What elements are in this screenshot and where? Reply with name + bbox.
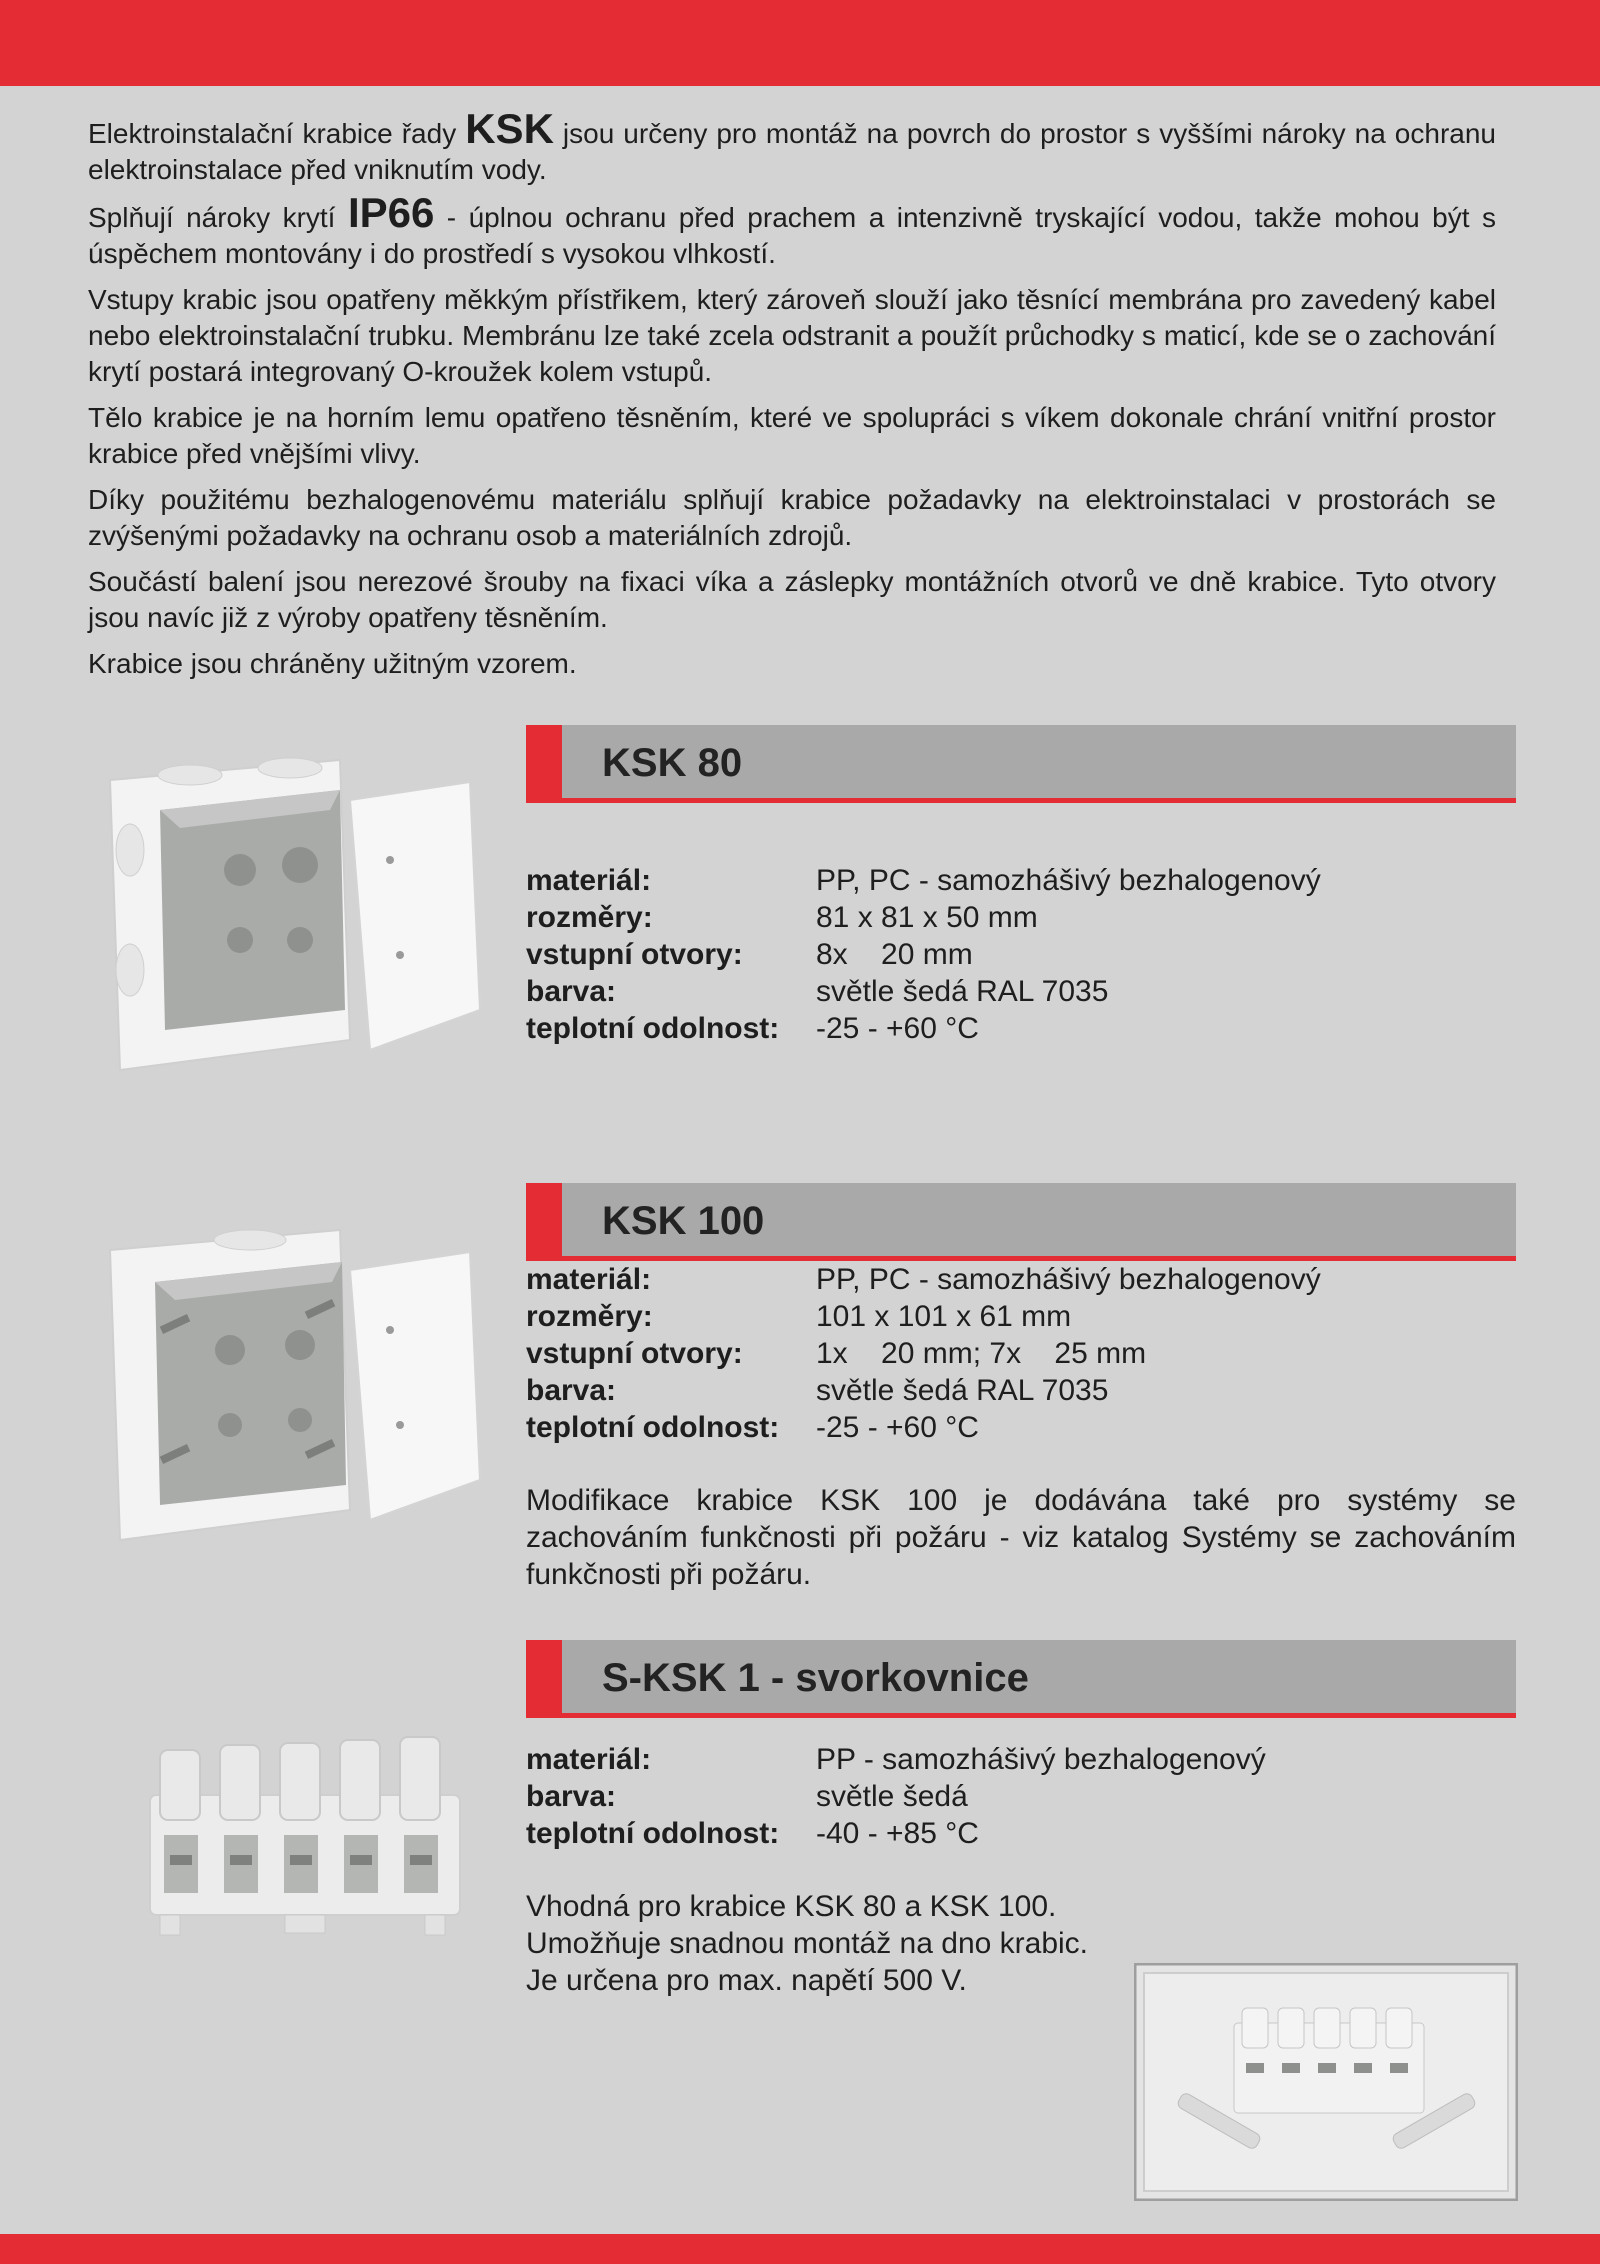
spec-row: materiál: PP - samozhášivý bezhalogenový: [526, 1743, 1266, 1776]
intro-paragraph-5: Díky použitému bezhalogenovému materiálu splňují krabice požadavky na elektroinstalaci v prostorách se zvýšenými požadavky na ochranu osob a materiálních zdrojů.: [88, 484, 1496, 551]
ksk100-note: Modifikace krabice KSK 100 je dodávána také pro systémy se zachováním funkčnosti při požáru - viz katalog Systémy se zachováním funkčnosti při požáru.: [526, 1484, 1516, 1591]
ksk100-spec-table: [526, 1261, 1321, 1446]
spec-row: teplotní odolnost: -25 - +60 °C: [526, 1411, 979, 1444]
header-red-accent: [526, 1183, 562, 1261]
intro-text: [88, 105, 1496, 692]
ksk100-title: KSK 100: [602, 1199, 765, 1243]
installed-terminal-photo: [1134, 1963, 1518, 2201]
ksk80-spec-table: [526, 862, 1321, 1047]
spec-row: rozměry: 101 x 101 x 61 mm: [526, 1300, 1072, 1333]
header-red-accent: [526, 725, 562, 803]
sksk1-section: [526, 1640, 1516, 1999]
ksk80-header: [526, 725, 1516, 803]
terminal-block-photo: [140, 1725, 470, 1945]
ksk80-title: KSK 80: [602, 741, 743, 785]
ksk100-section: [526, 1183, 1516, 1593]
ksk100-header: [526, 1183, 1516, 1261]
intro-paragraph-3: Vstupy krabic jsou opatřeny měkkým přístřikem, který zároveň slouží jako těsnící membrána pro zavedený kabel nebo elektroinstalační trubku. Membránu lze také zcela odstranit a použít průchodky s maticí, kde se o zachování krytí postará integrovaný O-kroužek kolem vstupů.: [88, 284, 1496, 387]
spec-row: vstupní otvory: 1x 20 mm; 7x 25 mm: [526, 1337, 1147, 1370]
top-red-band: [0, 0, 1600, 86]
ksk100-box-photo: [100, 1210, 500, 1550]
intro-paragraph-6: Součástí balení jsou nerezové šrouby na fixaci víka a záslepky montážních otvorů ve dně krabice. Tyto otvory jsou navíc již z výroby opatřeny těsněním.: [88, 566, 1496, 633]
spec-row: materiál: PP, PC - samozhášivý bezhalogenový: [526, 1263, 1321, 1296]
intro-paragraph-7: Krabice jsou chráněny užitným vzorem.: [88, 648, 577, 679]
spec-row: teplotní odolnost: -40 - +85 °C: [526, 1817, 979, 1850]
note-line: Je určena pro max. napětí 500 V.: [526, 1964, 967, 1997]
sksk1-title: S-KSK 1 - svorkovnice: [602, 1656, 1029, 1700]
spec-row: teplotní odolnost: -25 - +60 °C: [526, 1012, 979, 1045]
note-line: Vhodná pro krabice KSK 80 a KSK 100.: [526, 1890, 1057, 1923]
ksk-highlight: KSK: [465, 105, 554, 152]
header-red-accent: [526, 1640, 562, 1718]
sksk1-header: [526, 1640, 1516, 1718]
note-line: Umožňuje snadnou montáž na dno krabic.: [526, 1927, 1089, 1960]
spec-row: rozměry: 81 x 81 x 50 mm: [526, 901, 1038, 934]
spec-row: barva: světle šedá RAL 7035: [526, 1374, 1109, 1407]
ip66-highlight: IP66: [347, 189, 435, 236]
intro-paragraph-1: Elektroinstalační krabice řady KSK jsou určeny pro montáž na povrch do prostor s vyššími nároky na ochranu elektroinstalace před vniknutím vody.: [88, 105, 1496, 185]
spec-row: barva: světle šedá RAL 7035: [526, 975, 1109, 1008]
spec-row: materiál: PP, PC - samozhášivý bezhalogenový: [526, 864, 1321, 897]
sksk1-spec-table: [526, 1741, 1266, 1852]
intro-paragraph-4: Tělo krabice je na horním lemu opatřeno těsněním, které ve spolupráci s víkem dokonale chrání vnitřní prostor krabice před vnějšími vlivy.: [88, 402, 1496, 469]
bottom-red-band: [0, 2234, 1600, 2264]
ksk80-box-photo: [100, 740, 500, 1080]
spec-row: barva: světle šedá: [526, 1780, 968, 1813]
ksk80-section: [526, 725, 1516, 1047]
intro-paragraph-2: Splňují nároky krytí IP66 - úplnou ochranu před prachem a intenzivně tryskající vodou, takže mohou být s úspěchem montovány i do prostředí s vysokou vlhkostí.: [88, 189, 1496, 269]
spec-row: vstupní otvory: 8x 20 mm: [526, 938, 973, 971]
